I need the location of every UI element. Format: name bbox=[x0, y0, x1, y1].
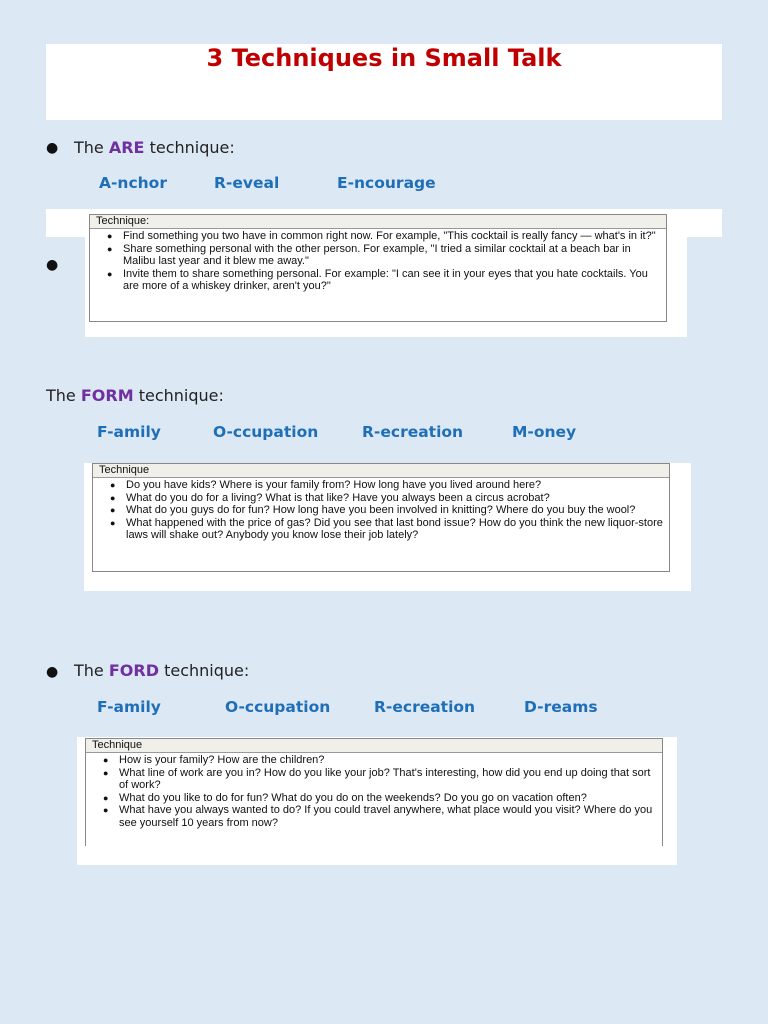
technique-table-header: Technique bbox=[86, 739, 662, 753]
technique-list bbox=[90, 230, 666, 293]
list-item bbox=[90, 268, 666, 293]
heading-prefix: The bbox=[74, 138, 109, 157]
technique-list bbox=[93, 479, 669, 542]
page-title: 3 Techniques in Small Talk bbox=[206, 44, 562, 72]
list-item-text: What line of work are you in? How do you like your job? That's interesting, how did you end up doing that sort of work? bbox=[119, 766, 651, 791]
list-item bbox=[86, 804, 662, 829]
bullet-dot: ● bbox=[110, 505, 116, 515]
list-item-text: What happened with the price of gas? Did you see that last bond issue? How do you think the new liquor-store laws will shake out? Anybody you know lose their job lately? bbox=[126, 516, 663, 541]
list-item-text: What have you always wanted to do? If you could travel anywhere, what place would you visit? Where do you see yourself 10 years from now? bbox=[119, 804, 653, 829]
bullet-dot: ● bbox=[110, 480, 116, 490]
list-item bbox=[90, 230, 666, 243]
technique-table-header: Technique: bbox=[90, 215, 666, 229]
bullet: ● bbox=[46, 664, 59, 680]
technique-image-panel bbox=[77, 737, 677, 865]
acronym-word: R-eveal bbox=[214, 174, 280, 192]
bullet-dot: ● bbox=[107, 231, 113, 241]
list-item bbox=[90, 243, 666, 268]
list-item bbox=[93, 492, 669, 505]
acronym-form: FORM bbox=[80, 386, 134, 405]
acronym-word: O-ccupation bbox=[213, 423, 319, 441]
bullet-dot: ● bbox=[103, 805, 109, 815]
list-item bbox=[93, 517, 669, 542]
bullet-dot: ● bbox=[110, 492, 116, 503]
bullet: ● bbox=[46, 257, 59, 273]
bullet-dot: ● bbox=[103, 767, 109, 778]
acronym-word: R-ecreation bbox=[362, 423, 464, 441]
list-item-text: What do you like to do for fun? What do you do on the weekends? Do you go on vacation often? bbox=[119, 791, 587, 804]
list-item-text: Do you have kids? Where is your family from? How long have you lived around here? bbox=[126, 479, 542, 491]
heading-prefix: The bbox=[74, 661, 109, 680]
acronym-word: M-oney bbox=[512, 423, 577, 441]
acronym-ford: FORD bbox=[108, 661, 159, 680]
list-item-text: Share something personal with the other person. For example, "I tried a similar cocktail at a beach bar in Malibu last year and it blew me away." bbox=[123, 242, 631, 267]
technique-table-header: Technique bbox=[93, 464, 669, 478]
acronym-word: F-amily bbox=[97, 698, 161, 716]
heading-prefix: The bbox=[46, 386, 81, 405]
acronym-word: O-ccupation bbox=[225, 698, 331, 716]
list-item bbox=[93, 479, 669, 492]
acronym-word: D-reams bbox=[524, 698, 598, 716]
list-item bbox=[86, 754, 662, 767]
heading-suffix: technique: bbox=[133, 386, 224, 405]
list-item-text: How is your family? How are the children? bbox=[119, 754, 325, 766]
bullet-dot: ● bbox=[107, 243, 113, 254]
list-item bbox=[86, 767, 662, 792]
list-item-text: Find something you two have in common right now. For example, "This cocktail is really fancy — what's in it?" bbox=[123, 230, 656, 242]
acronym-word: R-ecreation bbox=[374, 698, 476, 716]
section-heading-ford bbox=[74, 661, 249, 681]
technique-table bbox=[92, 463, 670, 572]
technique-list bbox=[86, 754, 662, 829]
acronym-are: ARE bbox=[108, 138, 145, 157]
list-item-text: What do you do for a living? What is that like? Have you always been a circus acrobat? bbox=[126, 491, 550, 504]
section-heading-form bbox=[46, 386, 224, 406]
list-item-text: What do you guys do for fun? How long have you been involved in knitting? Where do you buy the wool? bbox=[126, 504, 636, 516]
bullet-dot: ● bbox=[103, 792, 109, 803]
bullet-dot: ● bbox=[107, 268, 113, 279]
bullet-dot: ● bbox=[103, 755, 109, 765]
list-item bbox=[93, 504, 669, 517]
acronym-word: E-ncourage bbox=[337, 174, 436, 192]
technique-image-panel bbox=[84, 463, 691, 591]
technique-image-panel bbox=[85, 209, 687, 337]
heading-suffix: technique: bbox=[158, 661, 250, 680]
acronym-word: A-nchor bbox=[99, 174, 167, 192]
technique-table bbox=[85, 738, 663, 846]
bullet-dot: ● bbox=[110, 517, 116, 528]
title-box bbox=[46, 44, 722, 120]
acronym-word: F-amily bbox=[97, 423, 161, 441]
bullet: ● bbox=[46, 140, 59, 156]
technique-table bbox=[89, 214, 667, 322]
heading-suffix: technique: bbox=[144, 138, 235, 157]
list-item bbox=[86, 792, 662, 805]
section-heading-are bbox=[74, 138, 235, 158]
list-item-text: Invite them to share something personal. For example: "I can see it in your eyes that you hate cocktails. You are more of a whiskey drinker, aren't you?" bbox=[123, 267, 648, 292]
